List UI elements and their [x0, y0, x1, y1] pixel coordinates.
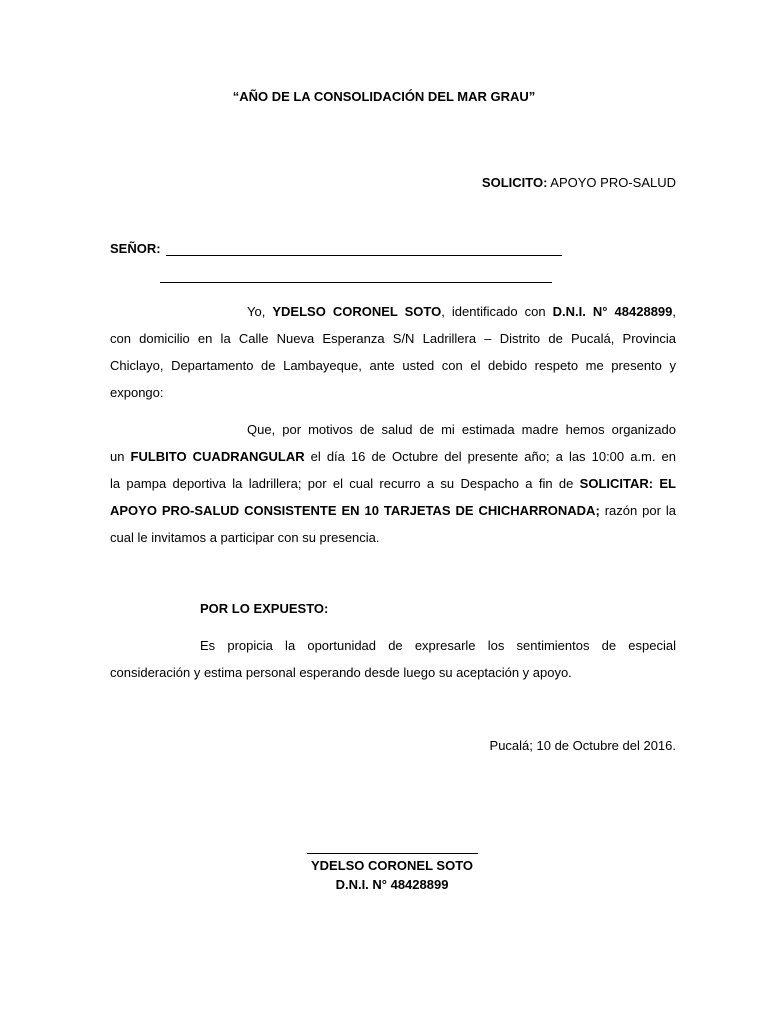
- applicant-name: YDELSO CORONEL SOTO: [272, 304, 442, 319]
- intro-text: , identificado con: [441, 304, 553, 319]
- request-text: APOYO PRO-SALUD CONSISTENTE EN 10 TARJETAS DE CHICHARRONADA;: [110, 503, 600, 518]
- intro-text: ,: [672, 304, 677, 319]
- signature-line: [307, 839, 478, 854]
- place-date: Pucalá; 10 de Octubre del 2016.: [489, 738, 676, 753]
- closing-line: consideración y estima personal esperando desde luego su aceptación y apoyo.: [110, 665, 572, 680]
- intro-line: [110, 298, 676, 325]
- addressee-label: SEÑOR:: [110, 241, 161, 256]
- closing-line: Es propicia la oportunidad de expresarle los sentimientos de especial: [200, 638, 676, 653]
- intro-line: expongo:: [110, 385, 164, 400]
- body-text: razón por la: [599, 503, 676, 518]
- addressee-blank-line: [166, 241, 562, 256]
- body-line: [110, 443, 676, 470]
- intro-text: Yo,: [247, 304, 273, 319]
- event-name: FULBITO CUADRANGULAR: [130, 449, 305, 464]
- subject-value: APOYO PRO-SALUD: [547, 175, 676, 190]
- subject-line: [482, 175, 676, 190]
- body-paragraph: [110, 416, 676, 551]
- body-text: un: [110, 449, 131, 464]
- signature-dni: D.N.I. N° 48428899: [335, 877, 449, 892]
- year-title: “AÑO DE LA CONSOLIDACIÓN DEL MAR GRAU”: [232, 89, 536, 104]
- body-line: [110, 497, 676, 524]
- addressee-row: [110, 241, 562, 256]
- intro-line: Chiclayo, Departamento de Lambayeque, ante usted con el debido respeto me presento y: [110, 358, 676, 373]
- applicant-dni: D.N.I. N° 48428899: [552, 304, 673, 319]
- request-text: SOLICITAR: EL: [579, 476, 676, 491]
- closing-heading: POR LO EXPUESTO:: [200, 601, 329, 616]
- body-text: el día 16 de Octubre del presente año; a las 10:00 a.m. en: [304, 449, 676, 464]
- signature-name: YDELSO CORONEL SOTO: [310, 858, 474, 873]
- body-line: [110, 470, 676, 497]
- body-line: cual le invitamos a participar con su presencia.: [110, 530, 380, 545]
- closing-paragraph: [110, 632, 676, 686]
- intro-line: con domicilio en la Calle Nueva Esperanza S/N Ladrillera – Distrito de Pucalá, Provincia: [110, 331, 676, 346]
- subject-label: SOLICITO:: [481, 175, 548, 190]
- addressee-blank-line-2: [160, 268, 552, 283]
- body-text: la pampa deportiva la ladrillera; por el cual recurro a su Despacho a fin de: [110, 476, 580, 491]
- body-line: Que, por motivos de salud de mi estimada madre hemos organizado: [247, 422, 676, 437]
- intro-paragraph: [110, 298, 676, 406]
